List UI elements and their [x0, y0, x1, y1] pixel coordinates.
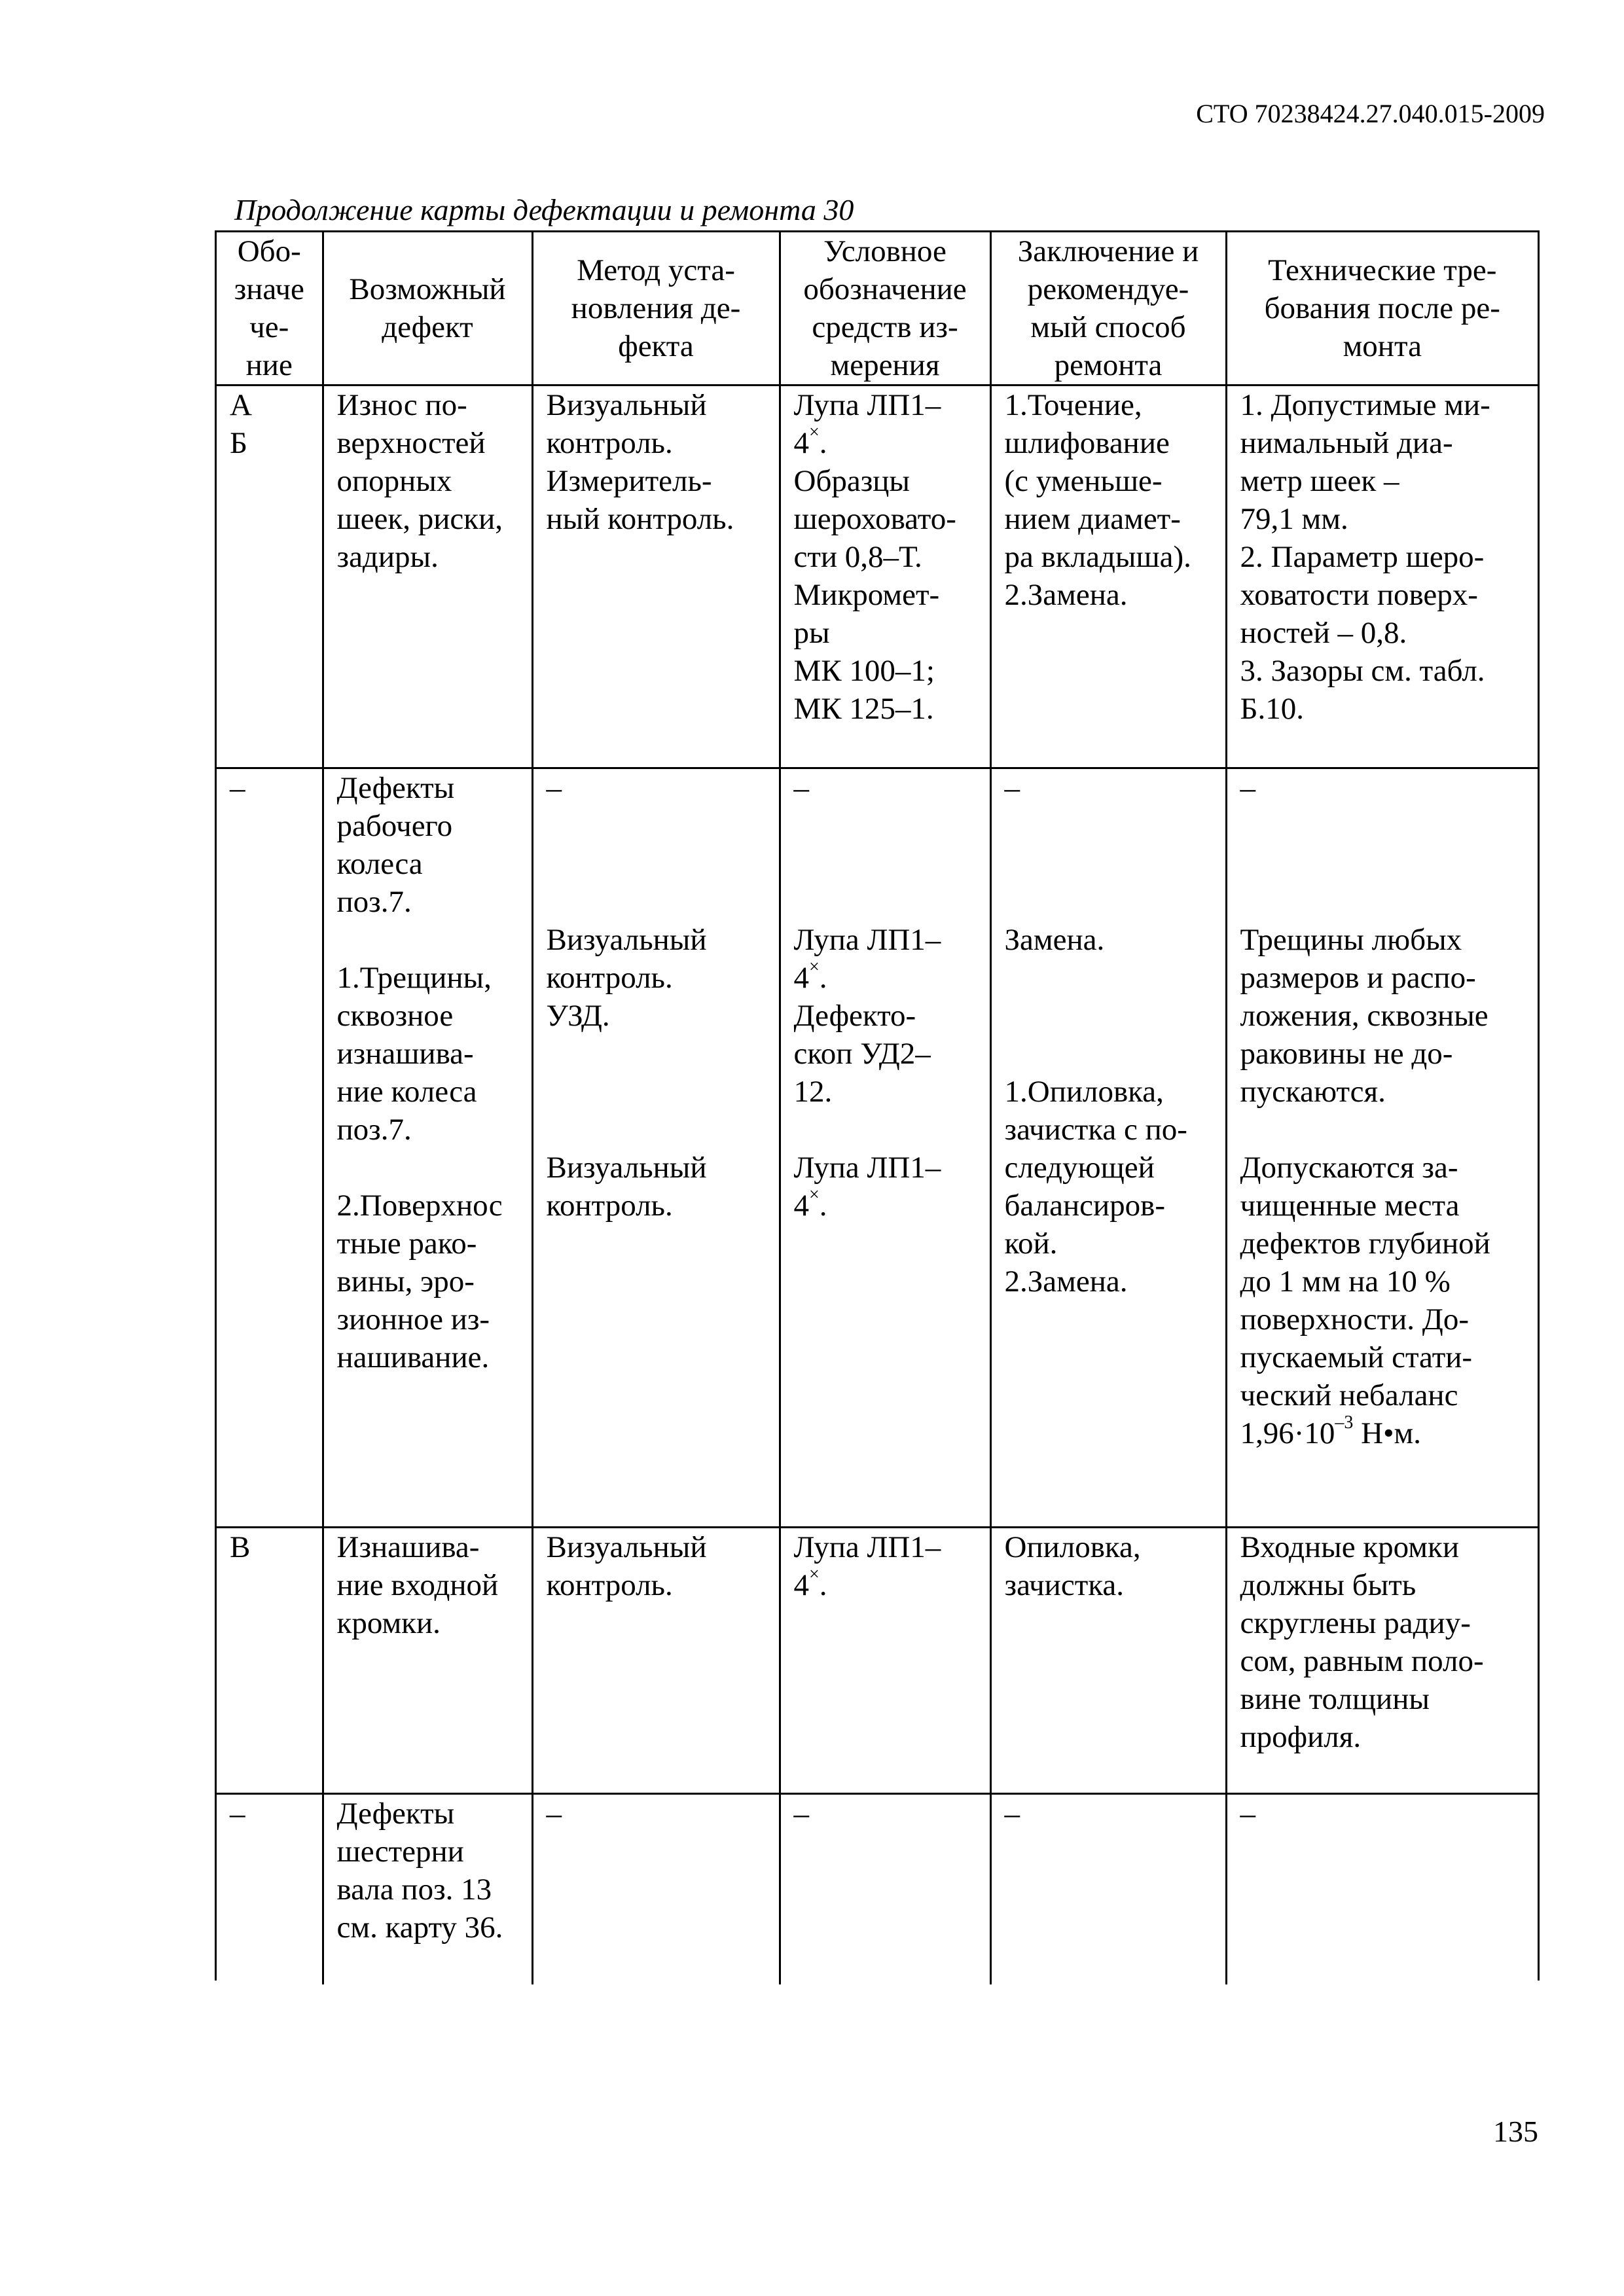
header-designation: [217, 232, 323, 386]
text-line: чищенные места: [1240, 1189, 1460, 1223]
text-line: опорных: [336, 464, 452, 498]
text-line: ние: [245, 348, 293, 382]
method-text: [533, 1528, 779, 1604]
text-line: шестерни: [336, 1835, 464, 1869]
text-line: сти 0,8–Т.: [793, 540, 922, 574]
text-line: Опиловка,: [1004, 1530, 1141, 1564]
text-line: задиры.: [336, 540, 439, 574]
text-line: ние входной: [336, 1568, 499, 1602]
text-line: 3. Зазоры см. табл.: [1240, 654, 1485, 688]
table-caption: Продолжение карты дефектации и ремонта 30: [234, 193, 854, 226]
text-line: следующей: [1004, 1151, 1155, 1185]
text-line: тные рако-: [336, 1227, 477, 1261]
table-row: [217, 1794, 1538, 1985]
text-line: поверхности. До-: [1240, 1302, 1470, 1336]
requirements-text: [1227, 386, 1538, 728]
cell-designation: [217, 386, 323, 768]
text-line: см. карту 36.: [336, 1910, 503, 1945]
text-line: должны быть: [1240, 1568, 1416, 1602]
text-line: Дефекты: [336, 771, 455, 805]
text-line: дефектов глубиной: [1240, 1227, 1490, 1261]
cell-method: [532, 768, 780, 1528]
defect-text: [324, 386, 532, 576]
header-tools: [780, 232, 990, 386]
text-line: контроль.: [546, 1568, 673, 1602]
text-line: Заключение и: [1017, 234, 1199, 268]
cell-method: [532, 1528, 780, 1794]
text-line: шеек, риски,: [336, 502, 503, 536]
text-line: Технические тре-: [1268, 253, 1497, 287]
text-line: контроль.: [546, 1189, 673, 1223]
table-header-row: [217, 232, 1538, 386]
tools-sub1-text: Лупа ЛП1– 4×. Дефекто- скоп УД2– 12.: [794, 921, 981, 1111]
tools-line: Лупа ЛП1–: [793, 388, 941, 422]
text-line: профиля.: [1240, 1720, 1362, 1754]
imbalance-value: $1,96\cdot 10^{-3}$ Н•м.: [1240, 1412, 1422, 1450]
text-line: контроль.: [546, 426, 673, 460]
tools-sub2-text: Лупа ЛП1– 4×.: [794, 1149, 981, 1225]
text-line: Визуальный: [546, 1530, 707, 1564]
tools-text: –: [793, 1797, 809, 1831]
table-row: [217, 1528, 1538, 1794]
text-line: 2.Замена.: [1004, 578, 1128, 612]
text-line: средств из-: [812, 310, 958, 344]
designation-text: [217, 386, 322, 462]
text-line: 12.: [793, 1075, 833, 1109]
designation-text: В: [230, 1530, 251, 1564]
text-line: Износ по-: [336, 388, 467, 422]
table-row: [217, 768, 1538, 1528]
method-sub2-text: [547, 1149, 770, 1225]
text-line: ховатости поверх-: [1240, 578, 1478, 612]
cell-tools: [780, 386, 990, 768]
magnification: 4×.: [793, 1185, 827, 1223]
text-line: обозначение: [803, 272, 967, 306]
text-line: рекомендуе-: [1027, 272, 1189, 306]
text-line: зионное из-: [336, 1302, 490, 1336]
text-line: вине толщины: [1240, 1682, 1430, 1716]
text-line: поз.7.: [336, 1113, 412, 1147]
text-line: 1. Допустимые ми-: [1240, 388, 1490, 422]
tools-text: [781, 386, 990, 728]
method-text: –: [546, 1797, 562, 1831]
cell-tools: [780, 1794, 990, 1985]
method-text: [533, 386, 779, 538]
text-line: 2.Замена.: [1004, 1265, 1128, 1299]
magnification: 4×.: [793, 957, 827, 995]
method-text: –: [546, 771, 562, 805]
text-line: ный контроль.: [546, 502, 734, 536]
requirements-text: [1227, 1528, 1538, 1756]
text-line: изнашива-: [336, 1037, 474, 1071]
text-line: ложения, сквозные: [1240, 999, 1489, 1033]
text-line: (с уменьше-: [1004, 464, 1163, 498]
text-line: Образцы: [793, 464, 911, 498]
conclusion-text: –: [1004, 771, 1020, 805]
tools-text: –: [793, 771, 809, 805]
defect-text: [324, 1795, 532, 1946]
magnification: 4×.: [793, 422, 827, 460]
text-line: мый способ: [1030, 310, 1186, 344]
text-line: нашивание.: [336, 1340, 490, 1374]
cell-method: [532, 386, 780, 768]
text-line: Дефекто-: [793, 999, 916, 1033]
text-line: кой.: [1004, 1227, 1058, 1261]
text-line: Визуальный: [546, 1151, 707, 1185]
requirements-sub2-text: [1240, 1149, 1529, 1452]
text-line: че-: [249, 310, 289, 344]
defect-text: [324, 1528, 532, 1642]
text-line: шероховато-: [793, 502, 956, 536]
text-line: сом, равным поло-: [1240, 1644, 1484, 1678]
text-line: 1.Опиловка,: [1004, 1075, 1164, 1109]
cell-requirements: [1226, 768, 1538, 1528]
text-line: пускаются.: [1240, 1075, 1386, 1109]
text-line: до 1 мм на 10 %: [1240, 1265, 1451, 1299]
text-line: скруглены радиу-: [1240, 1606, 1471, 1640]
text-line: 2.Поверхнос: [336, 1189, 503, 1223]
text-line: ние колеса: [336, 1075, 477, 1109]
text-line: вины, эро-: [336, 1265, 475, 1299]
magnification: 4×.: [793, 1564, 827, 1602]
conclusion-text: [992, 1528, 1225, 1604]
text-line: Б: [230, 426, 247, 460]
text-line: поз.7.: [336, 885, 412, 919]
text-line: нием диамет-: [1004, 502, 1181, 536]
cell-designation: [217, 768, 323, 1528]
table-row: [217, 386, 1538, 768]
text-line: 1.Трещины,: [336, 961, 492, 995]
cell-conclusion: [990, 1794, 1226, 1985]
text-line: ремонта: [1054, 348, 1163, 382]
cell-requirements: [1226, 386, 1538, 768]
text-line: балансиров-: [1004, 1189, 1166, 1223]
header-defect: [323, 232, 532, 386]
text-line: Трещины любых: [1240, 923, 1462, 957]
text-line: новления де-: [571, 291, 741, 325]
text-line: 79,1 мм.: [1240, 502, 1348, 536]
text-line: метр шеек –: [1240, 464, 1399, 498]
requirements-sub1-text: [1240, 921, 1529, 1111]
text-line: кромки.: [336, 1606, 441, 1640]
text-line: значе: [234, 272, 304, 306]
text-line: дефект: [382, 310, 473, 344]
conclusion-text: [992, 386, 1225, 614]
text-line: сквозное: [336, 999, 454, 1033]
text-line: Б.10.: [1240, 692, 1304, 726]
text-line: 2. Параметр шеро-: [1240, 540, 1485, 574]
text-line: Дефекты: [336, 1797, 455, 1831]
document-code: СТО 70238424.27.040.015-2009: [1196, 99, 1545, 128]
text-line: контроль.: [546, 961, 673, 995]
text-line: Обо-: [237, 234, 301, 268]
text-line: Изнашива-: [336, 1530, 480, 1564]
cell-tools: [780, 1528, 990, 1794]
text-line: Условное: [823, 234, 947, 268]
defect-text: [337, 769, 522, 921]
text-line: колеса: [336, 847, 423, 881]
cell-defect: [323, 1794, 532, 1985]
text-line: рабочего: [336, 809, 453, 843]
cell-defect: [323, 1528, 532, 1794]
designation-text: –: [230, 771, 245, 805]
text-line: пускаемый стати-: [1240, 1340, 1473, 1374]
tools-text: Лупа ЛП1– 4×.: [781, 1528, 990, 1604]
text-line: ра вкладыша).: [1004, 540, 1191, 574]
header-conclusion: [990, 232, 1226, 386]
text-line: раковины не до-: [1240, 1037, 1453, 1071]
text-line: Возможный: [349, 272, 506, 306]
text-line: Допускаются за-: [1240, 1151, 1458, 1185]
defect-sub2-text: [337, 1187, 522, 1376]
text-line: МК 125–1.: [793, 692, 934, 726]
cell-requirements: [1226, 1794, 1538, 1985]
text-line: зачистка с по-: [1004, 1113, 1187, 1147]
text-line: зачистка.: [1004, 1568, 1124, 1602]
header-method: [532, 232, 780, 386]
method-sub1-text: [547, 921, 770, 1035]
text-line: бования после ре-: [1264, 291, 1500, 325]
text-line: размеров и распо-: [1240, 961, 1476, 995]
text-line: Метод уста-: [577, 253, 735, 287]
cell-conclusion: [990, 768, 1226, 1528]
text-line: ческий небаланс: [1240, 1378, 1458, 1412]
cell-designation: [217, 1528, 323, 1794]
text-line: Визуальный: [546, 388, 707, 422]
text-line: шлифование: [1004, 426, 1170, 460]
defect-table: [215, 230, 1540, 1981]
text-line: мерения: [830, 348, 940, 382]
cell-requirements: [1226, 1528, 1538, 1794]
cell-designation: [217, 1794, 323, 1985]
text-line: Измеритель-: [546, 464, 712, 498]
text-line: Входные кромки: [1240, 1530, 1460, 1564]
requirements-text: –: [1240, 1797, 1255, 1831]
conclusion-sub2-text: [1005, 1073, 1216, 1300]
conclusion-sub1-text: [1005, 921, 1216, 959]
text-line: фекта: [618, 329, 694, 363]
text-line: нимальный диа-: [1240, 426, 1453, 460]
cell-conclusion: [990, 386, 1226, 768]
text-line: Микромет-: [793, 578, 940, 612]
text-line: Визуальный: [546, 923, 707, 957]
text-line: ностей – 0,8.: [1240, 616, 1407, 650]
text-line: ры: [793, 616, 830, 650]
text-line: 1.Точение,: [1004, 388, 1142, 422]
conclusion-text: –: [1004, 1797, 1020, 1831]
defect-sub1-text: [337, 959, 522, 1149]
text-line: А: [230, 388, 252, 422]
text-line: УЗД.: [546, 999, 610, 1033]
cell-tools: [780, 768, 990, 1528]
text-line: верхностей: [336, 426, 486, 460]
tools-rest: [794, 462, 981, 728]
header-requirements: [1226, 232, 1538, 386]
text-line: скоп УД2–: [793, 1037, 931, 1071]
text-line: вала поз. 13: [336, 1873, 492, 1907]
cell-method: [532, 1794, 780, 1985]
cell-defect: [323, 768, 532, 1528]
designation-text: –: [230, 1797, 245, 1831]
text-line: монта: [1343, 329, 1422, 363]
text-line: МК 100–1;: [793, 654, 935, 688]
cell-defect: [323, 386, 532, 768]
page-number: 135: [1493, 2115, 1538, 2148]
cell-conclusion: [990, 1528, 1226, 1794]
requirements-text: –: [1240, 771, 1255, 805]
text-line: Замена.: [1004, 923, 1105, 957]
